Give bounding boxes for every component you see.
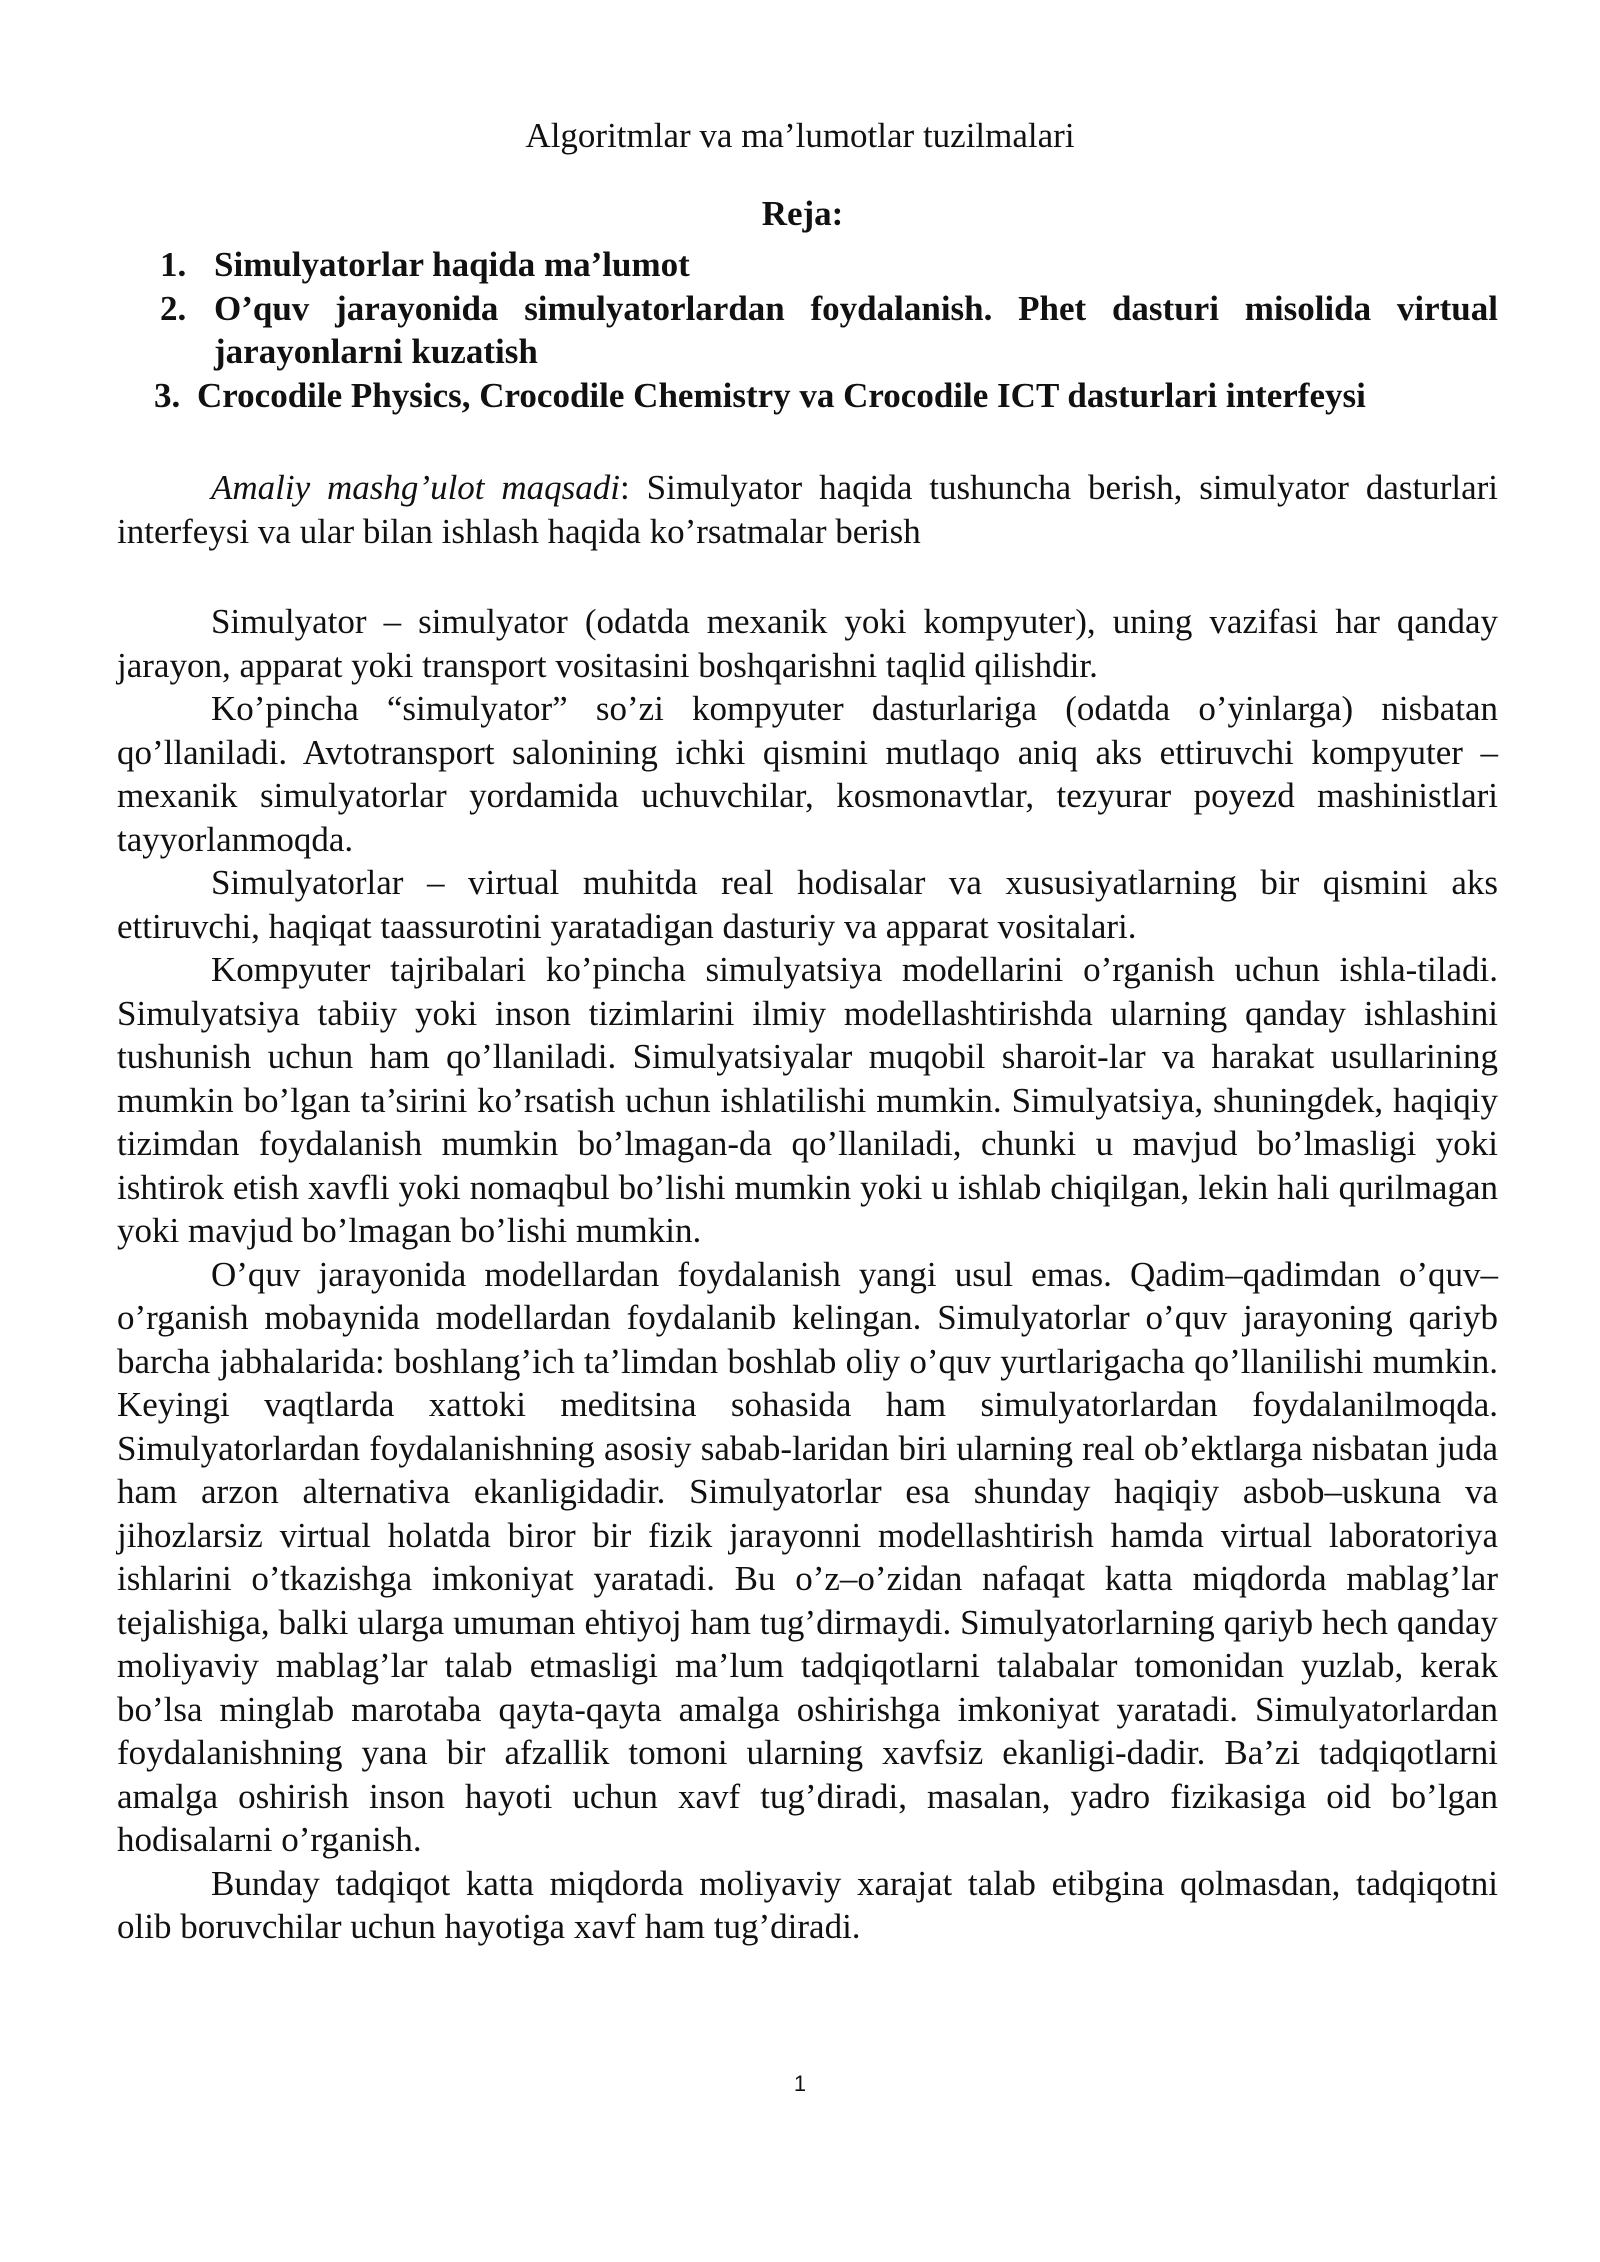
- body-paragraph: Simulyatorlar – virtual muhitda real hodisalar va xususiyatlarning bir qismini aks ettiruvchi, haqiqat taassurotini yaratadigan dasturiy va apparat vositalari.: [117, 863, 1498, 946]
- plan-item: [160, 287, 1498, 374]
- plan-item-text: Crocodile Physics, Crocodile Chemistry va Crocodile ICT dasturlari interfeysi: [197, 375, 1366, 415]
- plan-item: [154, 374, 1498, 418]
- body-paragraph: Bunday tadqiqot katta miqdorda moliyaviy xarajat talab etibgina qolmasdan, tadqiqotni olib boruvchilar uchun hayotiga xavf ham tug’diradi.: [117, 1863, 1498, 1946]
- plan-list: [154, 243, 1498, 417]
- page-number: 1: [793, 2071, 807, 2096]
- document-title: Algoritmlar va ma’lumotlar tuzilmalari: [525, 116, 1075, 155]
- plan-item-text: O’quv jarayonida simulyatorlardan foydalanish. Phet dasturi misolida virtual jarayonlarni kuzatish: [214, 288, 1498, 371]
- main-text: [117, 600, 1498, 1949]
- goal-label: Amaliy mashg’ulot maqsadi: [211, 468, 621, 507]
- body-paragraph: O’quv jarayonida modellardan foydalanish yangi usul emas. Qadim–qadimdan o’quv–o’rganish mobaynida modellardan foydalanib kelingan. Simulyatorlar o’quv jarayoning qariyb barcha jabhalarida: boshlang’ich ta’limdan boshlab oliy o’quv yurtlarigacha qo’llanilishi mumkin. Keyingi vaqtlarda xattoki meditsina sohasida ham simulyatorlardan foydalanilmoqda. Simulyatorlardan foydalanishning asosiy sabab-laridan biri ularning real ob’ektlarga nisbatan juda ham arzon alternativa ekanligidadir. Simulyatorlar esa shunday haqiqiy asbob–uskuna va jihozlarsiz virtual holatda biror bir fizik jarayonni modellashtirish hamda virtual laboratoriya ishlarini o’tkazishga imkoniyat yaratadi. Bu o’z–o’zidan nafaqat katta miqdorda mablag’lar tejalishiga, balki ularga umuman ehtiyoj ham tug’dirmaydi. Simulyatorlarning qariyb hech qanday moliyaviy mablag’lar talab etmasligi ma’lum tadqiqotlarni talabalar tomonidan yuzlab, kerak bo’lsa minglab marotaba qayta-qayta amalga oshirishga imkoniyat yaratadi. Simulyatorlardan foydalanishning yana bir afzallik tomoni ularning xavfsiz ekanligi-dadir. Ba’zi tadqiqotlarni amalga oshirish inson hayoti uchun xavf tug’diradi, masalan, yadro fizikasiga oid bo’lgan hodisalarni o’rganish.: [117, 1254, 1498, 1859]
- goal-paragraph: [117, 466, 1498, 553]
- plan-item-number: 2.: [160, 288, 187, 328]
- goal-text: : Simulyator haqida tushuncha berish, simulyator dasturlari interfeysi va ular bilan ishlash haqida ko’rsatmalar berish: [117, 468, 1498, 551]
- goal-block: [117, 466, 1498, 553]
- body-paragraph: Ko’pincha “simulyator” so’zi kompyuter dasturlariga (odatda o’yinlarga) nisbatan qo’llaniladi. Avtotransport salonining ichki qismini mutlaqo aniq aks ettiruvchi kompyuter – mexanik simulyatorlar yordamida uchuvchilar, kosmonavtlar, tezyurar poyezd mashinistlari tayyorlanmoqda.: [117, 689, 1498, 859]
- plan-item: [160, 243, 1498, 287]
- body-paragraph: Simulyator – simulyator (odatda mexanik yoki kompyuter), uning vazifasi har qanday jarayon, apparat yoki transport vositasini boshqarishni taqlid qilishdir.: [117, 602, 1498, 685]
- plan-heading: Reja:: [761, 194, 844, 233]
- body-paragraph: Kompyuter tajribalari ko’pincha simulyatsiya modellarini o’rganish uchun ishla-tiladi. Simulyatsiya tabiiy yoki inson tizimlarini ilmiy modellashtirishda ularning qanday ishlashini tushunish uchun ham qo’llaniladi. Simulyatsiyalar muqobil sharoit-lar va harakat usullarining mumkin bo’lgan ta’sirini ko’rsatish uchun ishlatilishi mumkin. Simulyatsiya, shuningdek, haqiqiy tizimdan foydalanish mumkin bo’lmagan-da qo’llaniladi, chunki u mavjud bo’lmasligi yoki ishtirok etish xavfli yoki nomaqbul bo’lishi mumkin yoki u ishlab chiqilgan, lekin hali qurilmagan yoki mavjud bo’lmagan bo’lishi mumkin.: [117, 950, 1498, 1250]
- plan-item-number: 1.: [160, 245, 187, 284]
- plan-item-number: 3.: [154, 375, 181, 415]
- plan-item-text: Simulyatorlar haqida ma’lumot: [214, 245, 690, 284]
